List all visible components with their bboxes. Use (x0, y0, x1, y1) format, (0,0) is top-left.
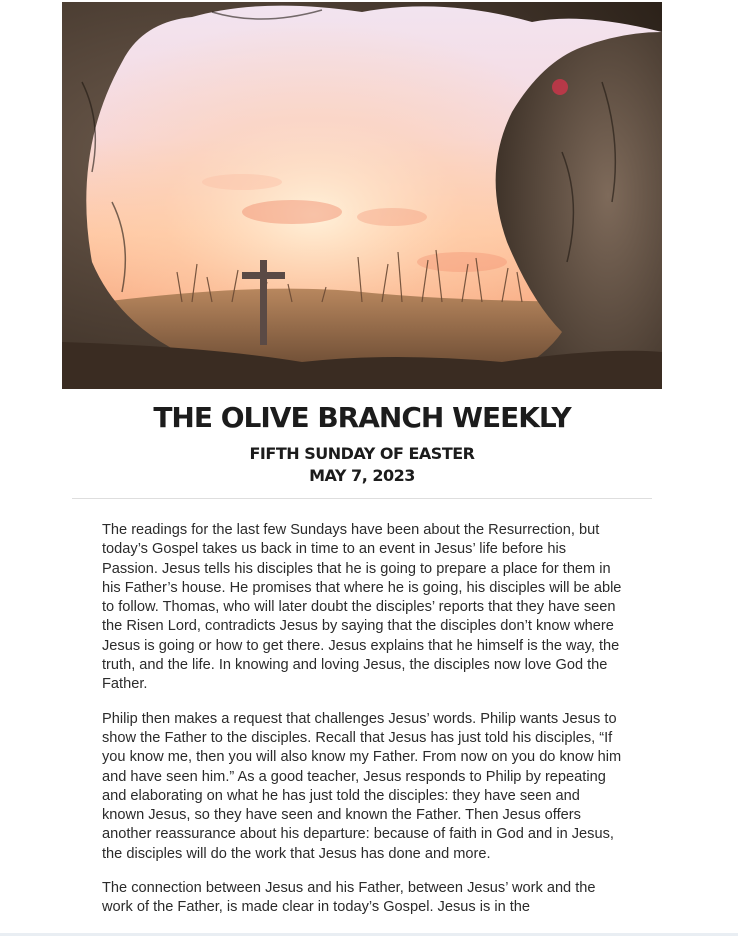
newsletter-container (62, 2, 662, 936)
newsletter-title: THE OLIVE BRANCH WEEKLY (153, 401, 571, 434)
hero-image (62, 2, 662, 389)
paragraph-3: The connection between Jesus and his Father, between Jesus’ work and the work of the Father, is made clear in today’s Gospel. Jesus is in the (102, 880, 596, 916)
article-body (62, 499, 662, 918)
masthead (62, 389, 662, 487)
paragraph-2: Philip then makes a request that challenges Jesus’ words. Philip wants Jesus to show the Father to the disciples. Recall that Jesus has just told his disciples, “If you know me, then you will also know my Father. From now on you do know him and have seen him.” As a good teacher, Jesus responds to Philip by repeating and elaborating on what he has just told the disciples: they have seen and known Jesus, so they have seen and known the Father. Then Jesus offers another reassurance about his departure: because of faith in God and in Jesus, the disciples will do the work that Jesus has done and more. (102, 710, 622, 862)
paragraph-1: The readings for the last few Sundays have been about the Resurrection, but today’s Gospel takes us back in time to an event in Jesus’ life before his Passion. Jesus tells his disciples that he is going to prepare a place for them in his Father’s house. He promises that where he is going, his disciples will be able to follow. Thomas, who will later doubt the disciples’ reports that they have seen the Risen Lord, contradicts Jesus by saying that the disciples don’t know where Jesus is going or how to get there. Jesus explains that he himself is the way, the truth, and the life. In knowing and loving Jesus, the disciples now love God the Father. (102, 522, 622, 693)
issue-date: MAY 7, 2023 (309, 466, 415, 485)
liturgical-day: FIFTH SUNDAY OF EASTER (249, 444, 475, 463)
